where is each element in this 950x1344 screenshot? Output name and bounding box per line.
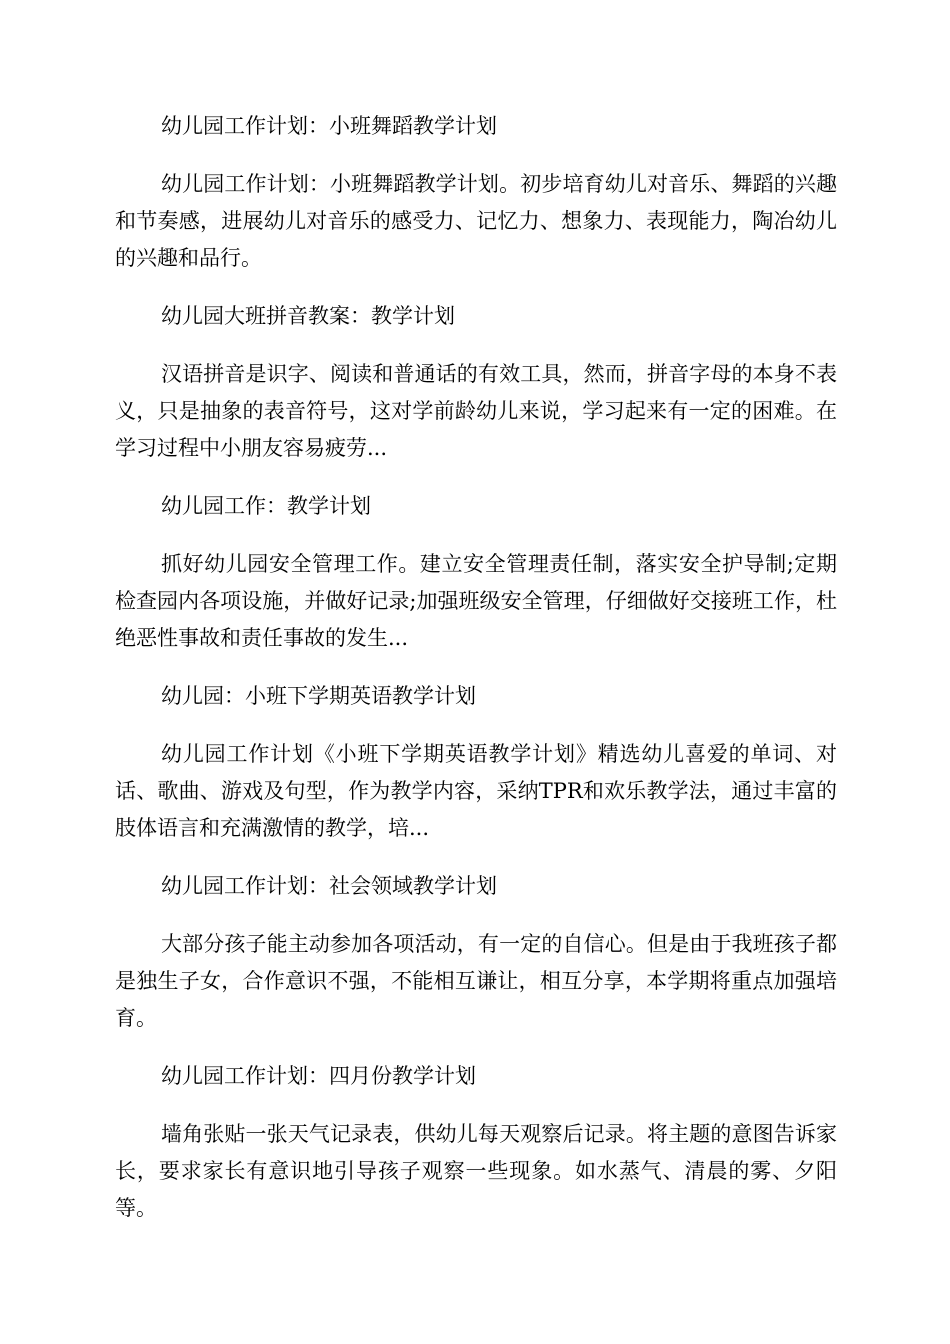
section-heading: 幼儿园工作计划：社会领域教学计划 — [161, 874, 497, 898]
section-1 — [115, 108, 837, 277]
section-paragraph: 大部分孩子能主动参加各项活动，有一定的自信心。但是由于我班孩子都是独生子女，合作意识不强，不能相互谦让，相互分享，本学期将重点加强培育。 — [115, 932, 837, 1030]
section-2 — [115, 298, 837, 467]
section-paragraph: 抓好幼儿园安全管理工作。建立安全管理责任制，落实安全护导制;定期检查园内各项设施，并做好记录;加强班级安全管理，仔细做好交接班工作，杜绝恶性事故和责任事故的发生... — [115, 552, 837, 650]
section-heading: 幼儿园：小班下学期英语教学计划 — [161, 684, 476, 708]
document-content — [115, 108, 837, 1248]
section-paragraph: 幼儿园工作计划《小班下学期英语教学计划》精选幼儿喜爱的单词、对话、歌曲、游戏及句型，作为教学内容，采纳TPR和欢乐教学法，通过丰富的肢体语言和充满激情的教学，培... — [115, 742, 837, 840]
section-heading: 幼儿园工作计划：四月份教学计划 — [161, 1064, 476, 1088]
section-5 — [115, 868, 837, 1037]
section-6 — [115, 1058, 837, 1227]
section-paragraph: 幼儿园工作计划：小班舞蹈教学计划。初步培育幼儿对音乐、舞蹈的兴趣和节奏感，进展幼儿对音乐的感受力、记忆力、想象力、表现能力，陶冶幼儿的兴趣和品行。 — [115, 172, 837, 270]
section-heading: 幼儿园工作：教学计划 — [161, 494, 371, 518]
section-heading: 幼儿园大班拼音教案：教学计划 — [161, 304, 455, 328]
section-paragraph: 墙角张贴一张天气记录表，供幼儿每天观察后记录。将主题的意图告诉家长，要求家长有意识地引导孩子观察一些现象。如水蒸气、清晨的雾、夕阳等。 — [115, 1122, 837, 1220]
section-heading: 幼儿园工作计划：小班舞蹈教学计划 — [161, 114, 497, 138]
section-paragraph: 汉语拼音是识字、阅读和普通话的有效工具，然而，拼音字母的本身不表义，只是抽象的表音符号，这对学前龄幼儿来说，学习起来有一定的困难。在学习过程中小朋友容易疲劳... — [115, 362, 837, 460]
section-3 — [115, 488, 837, 657]
section-4 — [115, 678, 837, 847]
